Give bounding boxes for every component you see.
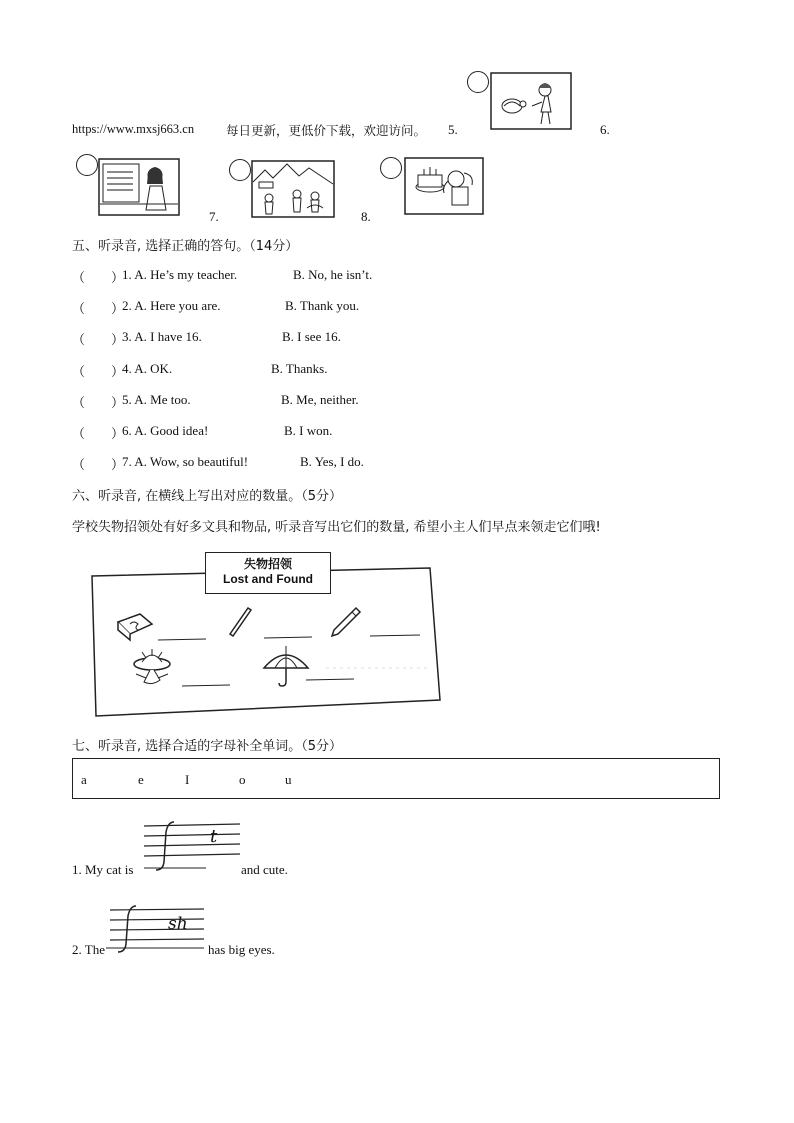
section7-title: 七、听录音, 选择合适的字母补全单词。（5分）	[72, 739, 343, 754]
option-a: 6. A. Good idea!	[122, 423, 209, 438]
option-a: 2. A. Here you are.	[122, 298, 221, 313]
turtle-girl-picture	[490, 72, 572, 130]
answer-paren[interactable]: （ ）	[72, 426, 125, 441]
option-b: B. I won.	[284, 423, 333, 438]
q2-suffix: has big eyes.	[208, 942, 275, 957]
answer-circle-5	[467, 71, 489, 93]
answer-paren[interactable]: （ ）	[72, 270, 125, 285]
teacher-board-picture	[98, 158, 180, 216]
letter-option[interactable]: u	[285, 772, 292, 787]
question-number-7: 7.	[209, 209, 219, 224]
option-a: 1. A. He’s my teacher.	[122, 267, 238, 282]
section5-title: 五、听录音, 选择正确的答句。（14分）	[72, 239, 299, 254]
answer-paren[interactable]: （ ）	[72, 301, 125, 316]
section6-title: 六、听录音, 在横线上写出对应的数量。（5分）	[72, 489, 343, 504]
sign-title-cn: 失物招领	[243, 557, 292, 571]
q2-letter-hint: sh	[168, 914, 188, 934]
sign-title-en: Lost and Found	[223, 572, 313, 586]
q1-suffix: and cute.	[241, 862, 288, 877]
letter-option[interactable]: o	[239, 772, 246, 787]
option-b: B. Yes, I do.	[300, 454, 364, 469]
option-a: 5. A. Me too.	[122, 392, 191, 407]
option-b: B. I see 16.	[282, 329, 341, 344]
letter-option[interactable]: I	[185, 772, 190, 787]
option-b: B. No, he isn’t.	[293, 267, 373, 282]
answer-paren[interactable]: （ ）	[72, 457, 125, 472]
q2-writing-lines[interactable]	[106, 904, 206, 954]
question-number-6: 6.	[600, 122, 610, 137]
header-promo: 每日更新，更低价下载，欢迎访问。	[226, 123, 427, 138]
q1-prefix: 1. My cat is	[72, 862, 134, 877]
lost-and-found-sign	[205, 552, 331, 594]
letter-option[interactable]: a	[81, 772, 87, 787]
option-b: B. Thanks.	[271, 361, 328, 376]
option-a: 4. A. OK.	[122, 361, 173, 376]
answer-circle-8	[380, 157, 402, 179]
header-url[interactable]: https://www.mxsj663.cn	[72, 122, 195, 136]
answer-paren[interactable]: （ ）	[72, 395, 125, 410]
answer-paren[interactable]: （ ）	[72, 364, 125, 379]
question-number-8: 8.	[361, 209, 371, 224]
option-b: B. Me, neither.	[281, 392, 359, 407]
option-a: 3. A. I have 16.	[122, 329, 202, 344]
elephant-cake-picture	[404, 157, 484, 215]
letter-option[interactable]: e	[138, 772, 144, 787]
family-mountains-picture	[251, 160, 335, 218]
answer-circle-6	[76, 154, 98, 176]
letter-box	[72, 758, 720, 799]
answer-circle-7	[229, 159, 251, 181]
q2-prefix: 2. The	[72, 942, 105, 957]
option-a: 7. A. Wow, so beautiful!	[122, 454, 249, 469]
section6-intro: 学校失物招领处有好多文具和物品, 听录音写出它们的数量, 希望小主人们早点来领走它们哦!	[72, 520, 601, 535]
q1-letter-hint: t	[210, 826, 218, 847]
q1-writing-lines[interactable]	[140, 820, 240, 874]
question-number-5: 5.	[448, 122, 458, 137]
option-b: B. Thank you.	[285, 298, 360, 313]
answer-paren[interactable]: （ ）	[72, 332, 125, 347]
